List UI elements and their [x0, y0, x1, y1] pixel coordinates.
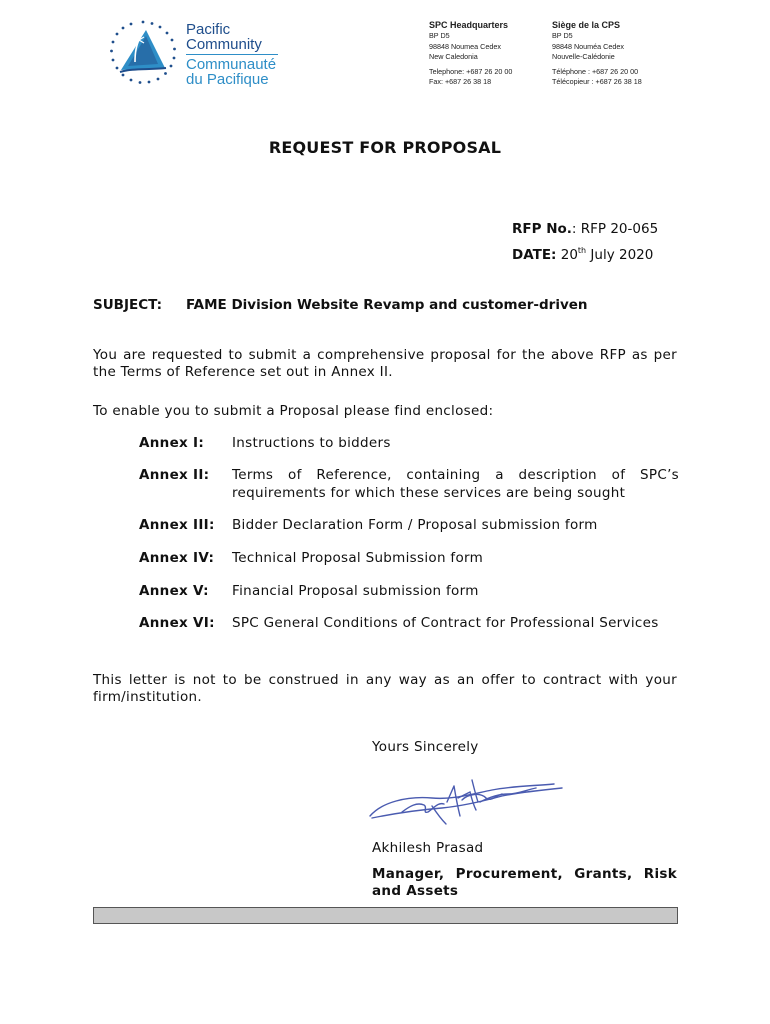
annex-item — [139, 466, 679, 502]
signatory-title: Manager, Procurement, Grants, Risk and Assets — [372, 866, 677, 899]
hq-line: New Caledonia — [429, 52, 478, 61]
closing-text: Yours Sincerely — [372, 739, 479, 755]
annex-label: Annex III: — [139, 517, 215, 533]
date-suffix: th — [577, 246, 587, 255]
footer-bar — [93, 907, 678, 924]
subject-line — [93, 297, 588, 313]
annex-text: SPC General Conditions of Contract for Professional Services — [232, 615, 659, 631]
annex-label: Annex II: — [139, 467, 210, 483]
annex-item — [139, 434, 679, 452]
date-rest: July 2020 — [586, 247, 654, 263]
logo-line-community: Community — [186, 36, 262, 53]
date-label: DATE: — [512, 247, 557, 263]
annex-text: Financial Proposal submission form — [232, 583, 479, 599]
hq-line: 98848 Nouméa Cedex — [552, 41, 624, 51]
annex-text: Bidder Declaration Form / Proposal submission form — [232, 517, 598, 533]
annex-label: Annex I: — [139, 435, 205, 451]
logo-wordmark — [186, 22, 278, 87]
signatory-name: Akhilesh Prasad — [372, 840, 484, 856]
disclaimer-paragraph: This letter is not to be construed in any way as an offer to contract with your firm/institution. — [93, 672, 677, 705]
hq-phone: Téléphone : +687 26 20 00 — [552, 66, 639, 76]
enclosed-paragraph: To enable you to submit a Proposal please find enclosed: — [93, 403, 494, 419]
subject-value: FAME Division Website Revamp and customer-driven — [186, 297, 588, 313]
annex-text: Technical Proposal Submission form — [232, 550, 484, 566]
logo-line-pacific: Pacific — [186, 21, 231, 38]
handwritten-signature-icon — [362, 772, 567, 832]
annex-item — [139, 549, 679, 567]
hq-title: SPC Headquarters — [429, 20, 509, 30]
annex-item — [139, 582, 679, 600]
rfp-label: RFP No. — [512, 221, 572, 237]
hq-line: Nouvelle-Calédonie — [552, 52, 615, 61]
hq-address-french — [552, 19, 642, 88]
annex-text: Instructions to bidders — [232, 435, 391, 451]
rfp-date — [512, 247, 653, 263]
pacific-community-logo-icon — [108, 18, 178, 86]
logo-line-du-pacifique: du Pacifique — [186, 71, 269, 88]
rfp-number — [512, 221, 658, 237]
hq-title: Siège de la CPS — [552, 20, 621, 30]
date-day: 20 — [556, 247, 578, 263]
subject-label: SUBJECT: — [93, 297, 162, 313]
hq-phone: Telephone: +687 26 20 00 — [429, 66, 513, 76]
annex-item — [139, 516, 679, 534]
intro-paragraph: You are requested to submit a comprehensive proposal for the above RFP as per the Terms of Reference set out in Annex II. — [93, 347, 677, 380]
hq-address-english — [429, 19, 512, 88]
annex-label: Annex V: — [139, 583, 209, 599]
annex-item — [139, 614, 679, 632]
annex-text: Terms of Reference, containing a description of SPC’s requirements for which these services are being sought — [232, 467, 679, 501]
rfp-value: : RFP 20-065 — [571, 221, 659, 237]
document-title: REQUEST FOR PROPOSAL — [268, 138, 502, 157]
annex-label: Annex IV: — [139, 550, 215, 566]
hq-line: BP D5 — [429, 31, 450, 40]
logo-line-communaute: Communauté — [186, 56, 277, 73]
hq-fax: Télécopieur : +687 26 38 18 — [552, 77, 642, 86]
logo-divider — [186, 54, 278, 55]
hq-line: 98848 Noumea Cedex — [429, 41, 501, 51]
hq-line: BP D5 — [552, 31, 573, 40]
annex-label: Annex VI: — [139, 615, 215, 631]
hq-fax: Fax: +687 26 38 18 — [429, 77, 492, 86]
